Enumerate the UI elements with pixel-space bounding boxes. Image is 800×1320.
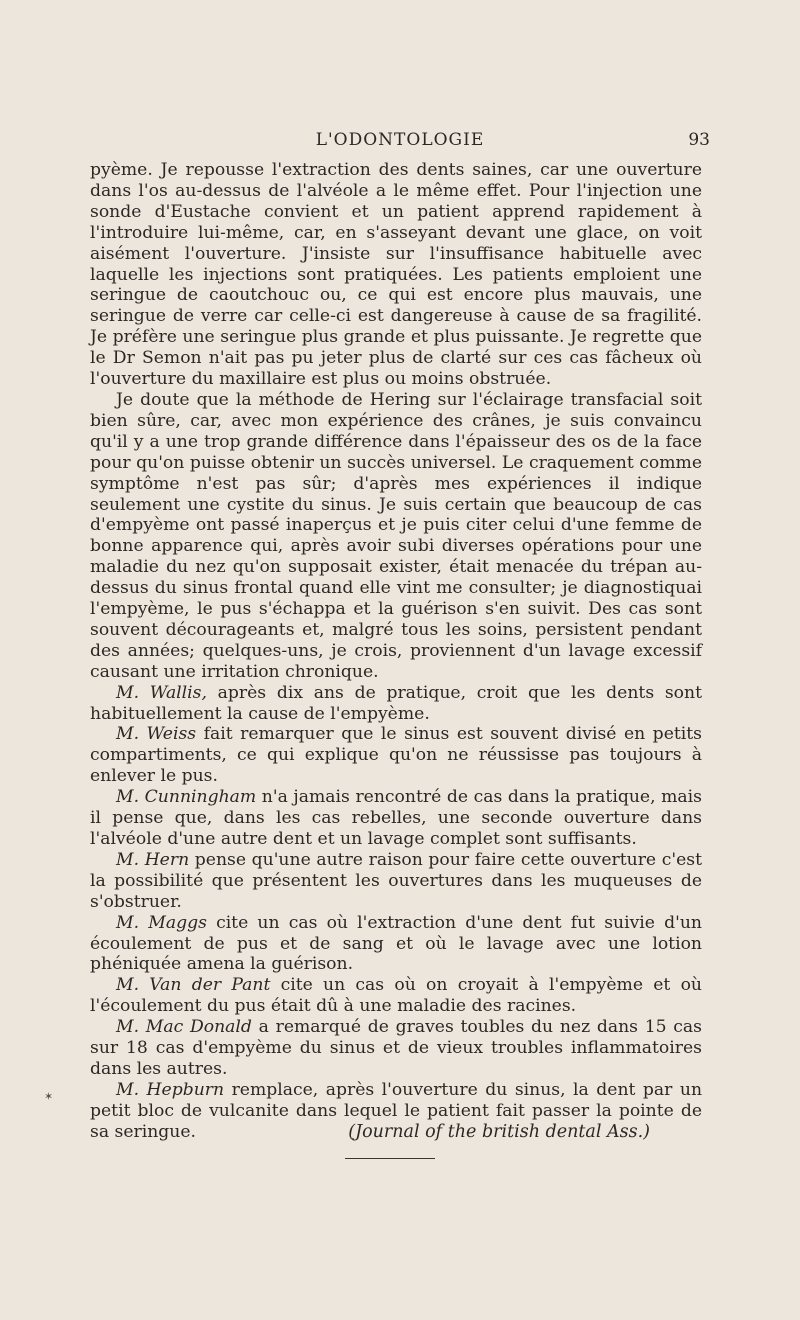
speaker-name: M. Hern [116, 849, 190, 870]
paragraph-text: Je doute que la méthode de Hering sur l'éclairage transfacial soit bien sûre, car, avec mon expérience des crânes, je suis convaincu qu'il y a une trop grande différence dans l'épaisseur des os de la face pour qu'on puisse obtenir un succès universel. Le craquement comme symptôme n'est pas sûr; d'après mes expériences il indique seulement une cystite du sinus. Je suis certain que beaucoup de cas d'empyème ont passé inaperçus et je puis citer celui d'une femme de bonne apparence qui, après avoir subi diverses opérations pour une maladie du nez qu'on supposait exister, était menacée du trépan au-dessus du sinus frontal quand elle vint me consulter; je diagnostiquai l'empyème, le pus s'échappa et la guérison s'en suivit. Des cas sont souvent décourageants et, malgré tous les soins, persistent pendant des années; quelques-uns, je crois, proviennent d'un lavage excessif causant une irritation chronique. [90, 389, 702, 682]
end-rule [345, 1158, 435, 1159]
paragraph-text: après dix ans de pratique, croit que les dents sont habituellement la cause de l'empyème. [90, 682, 702, 724]
paragraph-text: n'a jamais rencontré de cas dans la pratique, mais il pense que, dans les cas rebelles, une seconde ouverture dans l'alvéole d'une autre dent et un lavage complet sont suffisants. [90, 787, 702, 849]
paragraph-text: pense qu'une autre raison pour faire cette ouverture c'est la possibilité que présentent les ouvertures dans les muqueuses de s'obstruer. [90, 849, 702, 912]
speaker-name: M. Mac Donald [116, 1017, 252, 1038]
paragraph [90, 975, 702, 1017]
margin-mark: ✶ [44, 1090, 54, 1103]
paragraph [90, 390, 702, 683]
paragraph [90, 787, 702, 850]
paragraph [90, 724, 702, 787]
paragraph [90, 1017, 702, 1080]
source-attribution: (Journal of the british dental Ass.) [348, 1122, 650, 1142]
speaker-name: M. Weiss [116, 724, 197, 745]
speaker-name: M. Maggs [116, 912, 207, 933]
paragraph [90, 913, 702, 976]
paragraph [90, 160, 702, 390]
running-title: L'ODONTOLOGIE [315, 130, 485, 150]
paragraph [90, 683, 702, 725]
speaker-name: M. Van der Pant [116, 975, 271, 996]
paragraph-text: fait remarquer que le sinus est souvent divisé en petits compartiments, ce qui explique qu'on ne réussisse pas toujours à enlever le pus. [90, 724, 702, 787]
paragraph-text: a remarqué de graves toubles du nez dans 15 cas sur 18 cas d'empyème du sinus et de vieux troubles inflammatoires dans les autres. [90, 1017, 702, 1079]
speaker-name: M. Cunningham [116, 787, 257, 808]
body-text [90, 160, 702, 1143]
paragraph-text: cite un cas où l'extraction d'une dent fut suivie d'un écoulement de pus et de sang et où le lavage avec une lotion phéniquée amena la guérison. [90, 912, 702, 975]
speaker-name: M. Hepburn [116, 1079, 225, 1100]
speaker-name: M. Wallis, [116, 682, 207, 703]
paragraph [90, 850, 702, 913]
page-number: 93 [688, 130, 710, 150]
running-head [90, 126, 710, 156]
paragraph-text: pyème. Je repousse l'extraction des dents saines, car une ouverture dans l'os au-dessus de l'alvéole a le même effet. Pour l'injection une sonde d'Eustache convient et un patient apprend rapidement à l'introduire lui-même, car, en s'asseyant devant une glace, on voit aisément l'ouverture. J'insiste sur l'insuffisance habituelle avec laquelle les injections sont pratiquées. Les patients emploient une seringue de caoutchouc ou, ce qui est encore plus mauvais, une seringue de verre car celle-ci est dangereuse à cause de sa fragilité. Je préfère une seringue plus grande et plus puissante. Je regrette que le Dr Semon n'ait pas pu jeter plus de clarté sur ces cas fâcheux où l'ouverture du maxillaire est plus ou moins obstruée. [90, 160, 702, 390]
paragraph-text: remplace, après l'ouverture du sinus, la dent par un petit bloc de vulcanite dans lequel le patient fait passer la pointe de sa seringue. [90, 1079, 703, 1142]
paragraph-text: cite un cas où on croyait à l'empyème et où l'écoulement du pus était dû à une maladie des racines. [90, 975, 703, 1017]
